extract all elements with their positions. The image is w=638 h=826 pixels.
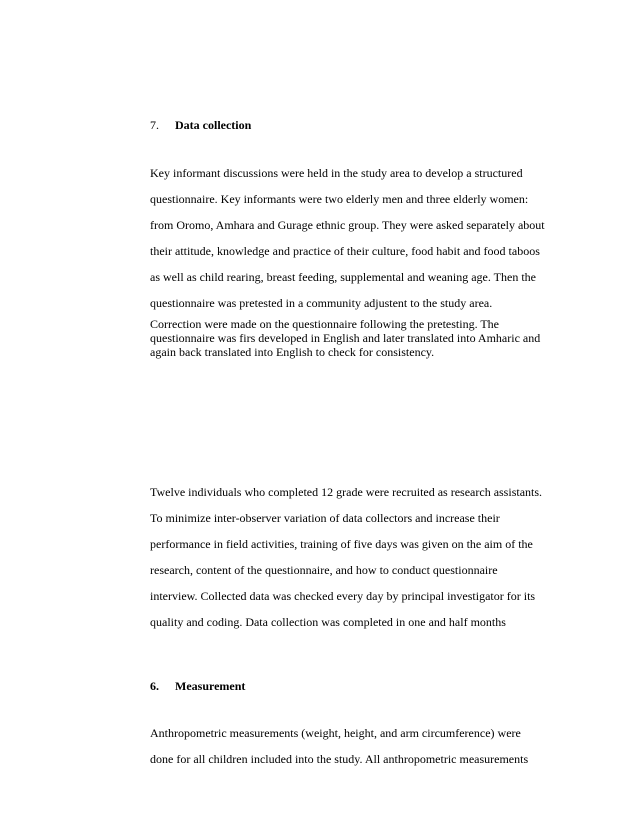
paragraph-line: Key informant discussions were held in the study area to develop a structured — [150, 166, 523, 180]
paragraph-line: questionnaire was firs developed in English and later translated into Amharic and — [150, 331, 541, 345]
section-number: 6. — [150, 679, 159, 693]
paragraph-line: Anthropometric measurements (weight, height, and arm circumference) were — [150, 726, 521, 740]
paragraph-line: as well as child rearing, breast feeding, supplemental and weaning age. Then the — [150, 270, 536, 284]
paragraph-line: their attitude, knowledge and practice of their culture, food habit and food taboos — [150, 244, 540, 258]
paragraph-line: To minimize inter-observer variation of data collectors and increase their — [150, 511, 500, 525]
paragraph-line: Twelve individuals who completed 12 grade were recruited as research assistants. — [150, 485, 543, 499]
paragraph-line: performance in field activities, training of five days was given on the aim of the — [150, 537, 533, 551]
paragraph-line: quality and coding. Data collection was completed in one and half months — [150, 615, 506, 629]
paragraph-line: questionnaire was pretested in a community adjustent to the study area. — [150, 296, 493, 310]
section-title: Data collection — [175, 118, 252, 132]
section-number: 7. — [150, 118, 159, 132]
section-heading-data-collection — [150, 118, 251, 133]
paragraph-line: questionnaire. Key informants were two elderly men and three elderly women: — [150, 192, 529, 206]
paragraph-line: again back translated into English to check for consistency. — [150, 345, 435, 359]
paragraph-line: interview. Collected data was checked every day by principal investigator for its — [150, 589, 536, 603]
paragraph-line: research, content of the questionnaire, and how to conduct questionnaire — [150, 563, 498, 577]
paragraph-line: done for all children included into the study. All anthropometric measurements — [150, 752, 529, 766]
section-heading-measurement — [150, 679, 245, 694]
paragraph-line: from Oromo, Amhara and Gurage ethnic group. They were asked separately about — [150, 218, 545, 232]
paragraph-line: Correction were made on the questionnaire following the pretesting. The — [150, 317, 500, 331]
section-title: Measurement — [175, 679, 246, 693]
